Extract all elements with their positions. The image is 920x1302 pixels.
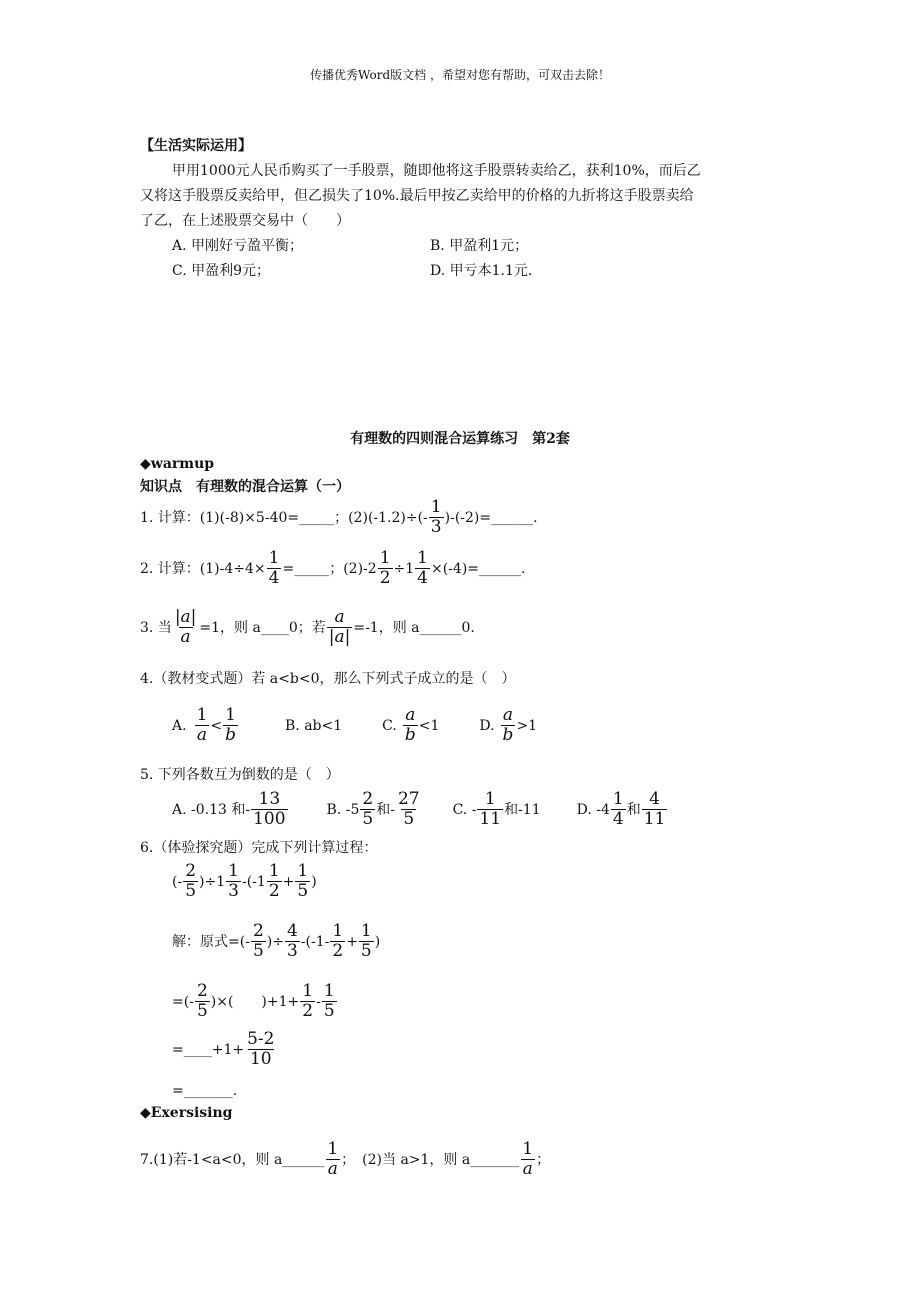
q7-text-a: 7.(1)若-1<a<0，则 a______	[140, 1151, 325, 1168]
q7-text-c: ；	[536, 1151, 551, 1168]
fraction: $\frac{1}{a}$	[522, 1139, 534, 1179]
question-6: 6.（体验探究题）完成下列计算过程：	[140, 840, 378, 856]
problem-text-line-1: 甲用1000元人民币购买了一手股票，随即他将这手股票转卖给乙，获利10%，而后乙	[172, 163, 701, 179]
solution-step-3	[172, 1030, 278, 1069]
expr-part: )÷1	[199, 873, 226, 890]
expr-part: )×( )+1+	[210, 993, 300, 1010]
fraction: $\frac{13}{100}$	[253, 789, 286, 829]
option-d: D. 甲亏本1.1元.	[430, 263, 533, 279]
fraction: $\frac{1}{2}$	[379, 548, 391, 588]
q5-option-c-and: 和-11	[504, 801, 541, 818]
q5-option-c: C. -	[452, 801, 477, 818]
expr-part: -(-1	[241, 873, 266, 890]
q3-text-a: 3. 当	[140, 619, 172, 636]
q4-option-d-label: D.	[479, 717, 495, 734]
fraction: $\frac{2}{5}$	[362, 789, 374, 829]
expr-part: =(-	[172, 993, 194, 1010]
option-a: A. 甲刚好亏盈平衡；	[172, 238, 304, 254]
q3-text-c: =-1，则 a______0.	[353, 619, 475, 636]
fraction: $\frac{1}{2}$	[302, 981, 314, 1021]
fraction: $\frac{4}{3}$	[286, 921, 298, 961]
fraction: $\frac{2}{5}$	[196, 981, 208, 1021]
fraction: $\frac{a}{b}$	[404, 705, 416, 745]
q4-option-d-rel: >1	[516, 717, 538, 734]
q5-options	[172, 790, 668, 829]
problem-text-line-2: 又将这手股票反卖给甲，但乙损失了10%.最后甲按乙卖给甲的价格的九折将这手股票卖给	[140, 188, 694, 204]
fraction: $\frac{1}{4}$	[268, 548, 280, 588]
expr-part: =____+1+	[172, 1041, 245, 1058]
question-1	[140, 498, 538, 537]
fraction: $\frac{1}{a}$	[327, 1139, 339, 1179]
fraction: $\frac{a}{b}$	[502, 705, 514, 745]
q5-option-a: A. -0.13 和-	[172, 801, 251, 818]
worksheet-title: 有理数的四则混合运算练习 第2套	[350, 431, 570, 447]
fraction: $\frac{|a|}{a}$	[174, 607, 197, 647]
fraction: $\frac{1}{b}$	[225, 705, 237, 745]
expr-part: -(-1-	[300, 933, 330, 950]
q6-expression	[172, 862, 317, 901]
q7-text-b: ； (2)当 a>1，则 a_______	[341, 1151, 520, 1168]
fraction: $\frac{1}{2}$	[332, 921, 344, 961]
fraction: $\frac{1}{4}$	[612, 789, 624, 829]
fraction: $\frac{a}{|a|}$	[328, 607, 351, 647]
q2-text-a: 2. 计算：(1)-4÷4×	[140, 560, 266, 577]
expr-part: )	[374, 933, 381, 950]
question-7	[140, 1140, 550, 1179]
expr-part: +	[346, 933, 358, 950]
page-header: 传播优秀Word版文档 ，希望对您有帮助，可双击去除！	[310, 68, 610, 82]
q4-less-than: <	[210, 717, 223, 734]
q2-text-c: ÷1	[393, 560, 415, 577]
fraction: $\frac{1}{2}$	[268, 861, 280, 901]
solution-step-1	[172, 922, 380, 961]
knowledge-point: 知识点 有理数的混合运算（一）	[140, 479, 350, 495]
fraction: $\frac{27}{5}$	[397, 789, 420, 829]
fraction: $\frac{1}{4}$	[417, 548, 428, 588]
fraction: $\frac{1}{5}$	[323, 981, 335, 1021]
exercising-label: ◆Exersising	[140, 1105, 233, 1121]
fraction: $\frac{5-2}{10}$	[247, 1029, 275, 1069]
q3-text-b: =1，则 a____0；若	[199, 619, 326, 636]
fraction: $\frac{2}{5}$	[185, 861, 197, 901]
fraction: $\frac{4}{11}$	[643, 789, 666, 829]
problem-text-line-3: 了乙，在上述股票交易中（ ）	[140, 213, 350, 229]
expr-part: +	[282, 873, 295, 890]
fraction: $\frac{1}{5}$	[297, 861, 309, 901]
q2-text-d: ×(-4)=______.	[430, 560, 526, 577]
question-5: 5. 下列各数互为倒数的是（ ）	[140, 767, 340, 783]
q1-text-a: 1. 计算：(1)(-8)×5-40=_____；(2)(-1.2)÷(-	[140, 509, 428, 526]
expr-part: (-	[172, 873, 183, 890]
q4-option-c-rel: <1	[418, 717, 440, 734]
solution-step-4: =_______.	[172, 1083, 238, 1099]
question-4: 4.（教材变式题）若 a<b<0，那么下列式子成立的是（ ）	[140, 671, 516, 687]
q5-option-b: B. -5	[326, 801, 360, 818]
question-2	[140, 549, 525, 588]
option-b: B. 甲盈利1元；	[430, 238, 529, 254]
expr-part: 解：原式=(-	[172, 933, 250, 950]
q5-option-d: D. -4	[576, 801, 610, 818]
q1-text-b: )-(-2)=______.	[444, 509, 538, 526]
fraction: $\frac{1}{3}$	[430, 497, 442, 537]
fraction: $\frac{1}{3}$	[228, 861, 239, 901]
solution-step-2	[172, 982, 338, 1021]
q5-option-d-and: 和	[626, 801, 641, 818]
fraction: $\frac{1}{a}$	[196, 705, 208, 745]
fraction: $\frac{1}{5}$	[360, 921, 372, 961]
q4-options	[172, 706, 537, 745]
fraction: $\frac{2}{5}$	[252, 921, 264, 961]
q2-text-b: =_____；(2)-2	[282, 560, 377, 577]
section-heading-application: 【生活实际运用】	[140, 138, 252, 154]
expr-part: )	[311, 873, 317, 890]
q4-option-a-label: A.	[172, 717, 187, 734]
expr-part: -	[316, 993, 321, 1010]
fraction: $\frac{1}{11}$	[479, 789, 502, 829]
q4-option-b: B. ab<1	[285, 717, 343, 734]
option-c: C. 甲盈利9元；	[172, 263, 271, 279]
warmup-label: ◆warmup	[140, 456, 215, 472]
q4-option-c-label: C.	[382, 717, 397, 734]
q5-option-b-and: 和-	[376, 801, 395, 818]
question-3	[140, 608, 475, 647]
expr-part: )÷	[266, 933, 284, 950]
